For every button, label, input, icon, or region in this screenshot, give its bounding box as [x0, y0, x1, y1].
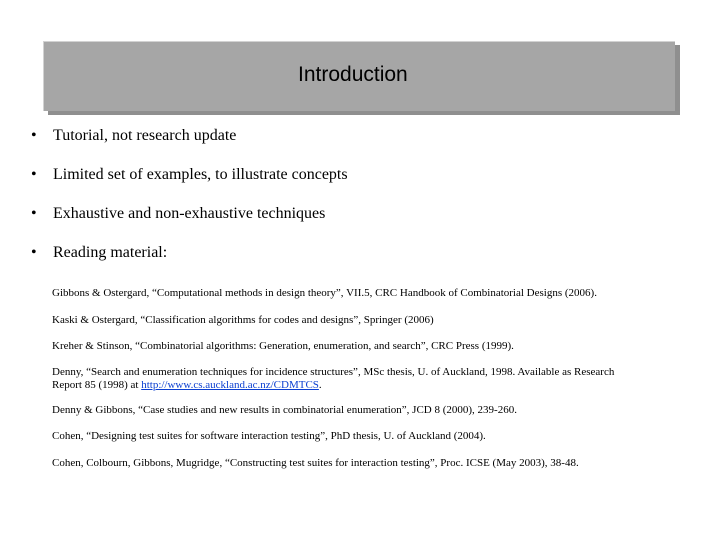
bullet-dot: •: [31, 244, 37, 261]
reference-text-cont: Report 85 (1998) at: [52, 379, 142, 391]
bullet-text: Reading material:: [53, 244, 168, 261]
reference-text-end: .: [318, 379, 322, 391]
reference-item: Kreher & Stinson, “Combinatorial algorithms: Generation, enumeration, and search”, CRC Press (1999).: [52, 340, 514, 352]
slide-title: Introduction: [298, 63, 408, 86]
bullet-dot: •: [31, 205, 37, 222]
reference-item: Cohen, “Designing test suites for software interaction testing”, PhD thesis, U. of Auckland (2004).: [52, 430, 486, 442]
bullet-text: Limited set of examples, to illustrate concepts: [53, 166, 348, 183]
bullet-dot: •: [31, 127, 37, 144]
bullet-text: Tutorial, not research update: [53, 127, 237, 144]
reference-item: Cohen, Colbourn, Gibbons, Mugridge, “Constructing test suites for interaction testing”, Proc. ICSE (May 2003), 38-48.: [52, 457, 579, 469]
reference-item: Kaski & Ostergard, “Classification algorithms for codes and designs”, Springer (2006): [52, 314, 434, 326]
cdmtcs-link[interactable]: http://www.cs.auckland.ac.nz/CDMTCS: [141, 379, 319, 391]
reference-text: Denny, “Search and enumeration techniques for incidence structures”, MSc thesis, U. of Auckland, 1998. Available as Research: [52, 366, 615, 378]
reference-item: [52, 366, 682, 392]
bullet-dot: •: [31, 166, 37, 183]
bullet-text: Exhaustive and non-exhaustive techniques: [53, 205, 326, 222]
reference-item: Denny & Gibbons, “Case studies and new results in combinatorial enumeration”, JCD 8 (2000), 239-260.: [52, 404, 517, 416]
reference-item: Gibbons & Ostergard, “Computational methods in design theory”, VII.5, CRC Handbook of Combinatorial Designs (2006).: [52, 287, 597, 299]
